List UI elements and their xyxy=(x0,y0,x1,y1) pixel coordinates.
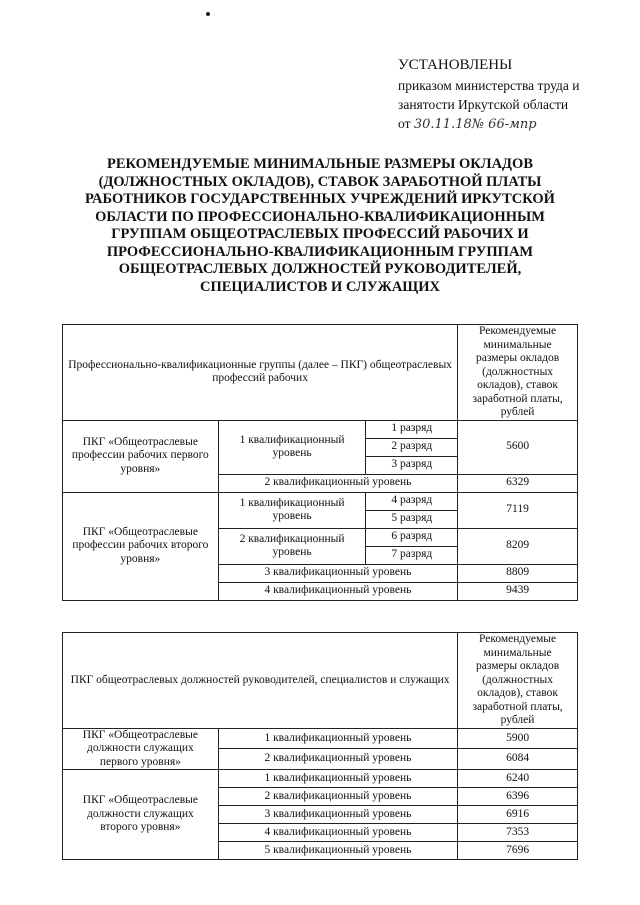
header-salary: Рекомендуемые минимальные размеры окладов (должностных окладов), ставок заработной платы, рублей xyxy=(458,325,578,421)
qualification-level: 2 квалификационный уровень xyxy=(218,474,457,492)
salary-value: 8809 xyxy=(458,564,578,582)
approval-block xyxy=(398,56,634,134)
approval-date-prefix: от xyxy=(398,116,411,131)
salary-value: 7353 xyxy=(458,824,578,842)
approval-heading: УСТАНОВЛЕНЫ xyxy=(398,57,513,73)
approval-line: занятости Иркутской области xyxy=(398,97,569,112)
salary-value: 6084 xyxy=(458,749,578,770)
qualification-level: 4 квалификационный уровень xyxy=(218,582,457,600)
salary-value: 7696 xyxy=(458,842,578,860)
grade: 1 разряд xyxy=(366,420,458,438)
salary-value: 8209 xyxy=(458,528,578,564)
qualification-level: 5 квалификационный уровень xyxy=(218,842,457,860)
salary-value: 6240 xyxy=(458,770,578,788)
table-row xyxy=(63,728,578,749)
salary-value: 5900 xyxy=(458,728,578,749)
grade: 3 разряд xyxy=(366,456,458,474)
table-row xyxy=(63,770,578,788)
qualification-level: 2 квалификационный уровень xyxy=(218,788,457,806)
salary-value: 6916 xyxy=(458,806,578,824)
qualification-level: 1 квалификационный уровень xyxy=(218,492,366,528)
table-header-row xyxy=(63,325,578,421)
group-name: ПКГ «Общеотраслевые профессии рабочих первого уровня» xyxy=(63,420,219,492)
scan-mark xyxy=(206,12,210,16)
handwritten-date-number: 30.11.18№ 66-мпр xyxy=(413,117,537,132)
grade: 5 разряд xyxy=(366,510,458,528)
qualification-level: 1 квалификационный уровень xyxy=(218,770,457,788)
qualification-level: 4 квалификационный уровень xyxy=(218,824,457,842)
employees-salary-table xyxy=(62,632,578,860)
document-title: РЕКОМЕНДУЕМЫЕ МИНИМАЛЬНЫЕ РАЗМЕРЫ ОКЛАДОВ (ДОЛЖНОСТНЫХ ОКЛАДОВ), СТАВОК ЗАРАБОТНОЙ ПЛАТЫ РАБОТНИКОВ ГОСУДАРСТВЕННЫХ УЧРЕЖДЕНИЙ ИРКУТСКОЙ ОБЛАСТИ ПО ПРОФЕССИОНАЛЬНО-КВАЛИФИКАЦИОННЫМ ГРУППАМ ОБЩЕОТРАСЛЕВЫХ ПРОФЕССИЙ РАБОЧИХ И ПРОФЕССИОНАЛЬНО-КВАЛИФИКАЦИОННЫМ ГРУППАМ ОБЩЕОТРАСЛЕВЫХ ДОЛЖНОСТЕЙ РУКОВОДИТЕЛЕЙ, СПЕЦИАЛИСТОВ И СЛУЖАЩИХ xyxy=(85,156,555,295)
salary-value: 9439 xyxy=(458,582,578,600)
qualification-level: 1 квалификационный уровень xyxy=(218,420,366,474)
header-groups: Профессионально-квалификационные группы (далее – ПКГ) общеотраслевых профессий рабочих xyxy=(63,325,458,421)
header-groups: ПКГ общеотраслевых должностей руководителей, специалистов и служащих xyxy=(63,633,458,729)
group-name: ПКГ «Общеотраслевые должности служащих второго уровня» xyxy=(63,770,219,860)
header-salary: Рекомендуемые минимальные размеры окладов (должностных окладов), ставок заработной платы, рублей xyxy=(458,633,578,729)
grade: 2 разряд xyxy=(366,438,458,456)
grade: 4 разряд xyxy=(366,492,458,510)
qualification-level: 3 квалификационный уровень xyxy=(218,806,457,824)
table-header-row xyxy=(63,633,578,729)
approval-date-line xyxy=(398,114,634,134)
grade: 7 разряд xyxy=(366,546,458,564)
approval-line: приказом министерства труда и xyxy=(398,78,580,93)
grade: 6 разряд xyxy=(366,528,458,546)
salary-value: 7119 xyxy=(458,492,578,528)
group-name: ПКГ «Общеотраслевые должности служащих первого уровня» xyxy=(63,728,219,770)
workers-salary-table xyxy=(62,324,578,601)
qualification-level: 2 квалификационный уровень xyxy=(218,528,366,564)
table-row xyxy=(63,420,578,438)
qualification-level: 2 квалификационный уровень xyxy=(218,749,457,770)
table-row xyxy=(63,492,578,510)
salary-value: 5600 xyxy=(458,420,578,474)
qualification-level: 3 квалификационный уровень xyxy=(218,564,457,582)
salary-value: 6329 xyxy=(458,474,578,492)
qualification-level: 1 квалификационный уровень xyxy=(218,728,457,749)
group-name: ПКГ «Общеотраслевые профессии рабочих второго уровня» xyxy=(63,492,219,600)
salary-value: 6396 xyxy=(458,788,578,806)
